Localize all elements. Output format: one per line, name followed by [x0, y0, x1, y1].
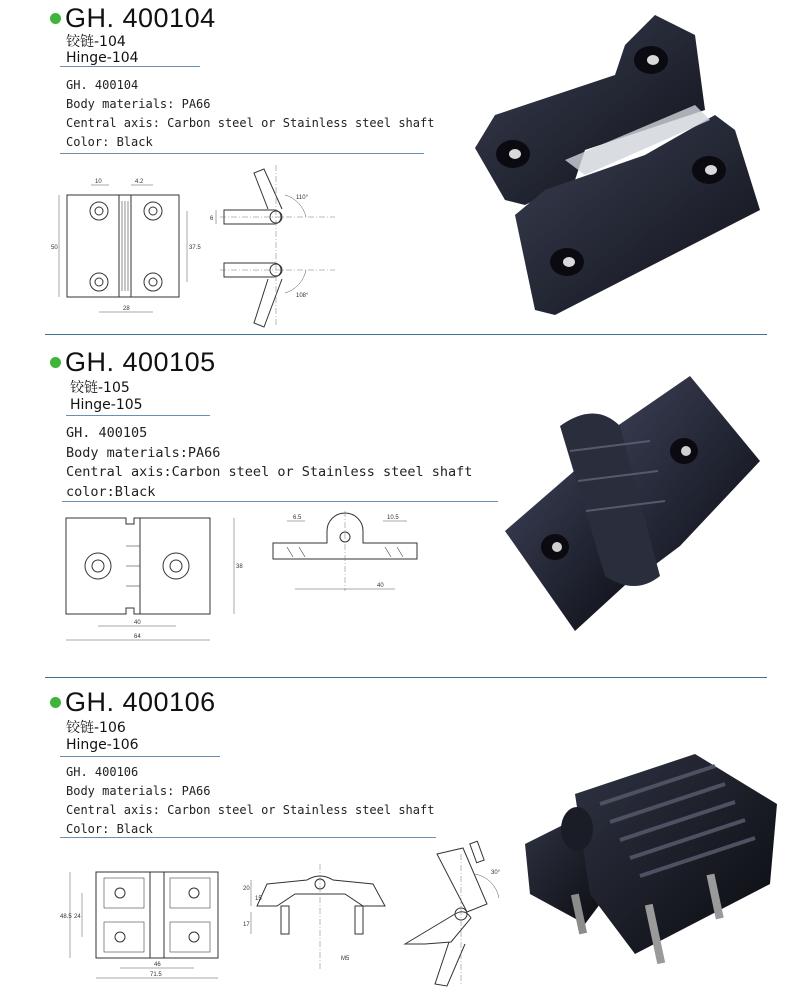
spec-central-axis: Central axis: Carbon steel or Stainless steel shaft: [66, 803, 435, 817]
product-name-zh: 铰链-106: [66, 720, 126, 736]
section-separator: [45, 334, 767, 335]
product-title: GH. 400105: [65, 346, 216, 377]
product-name-en: Hinge-104: [66, 50, 139, 66]
product-title-row: [50, 344, 216, 380]
spec-code: GH. 400105: [66, 425, 148, 441]
product-name-zh: 铰链-104: [66, 34, 126, 50]
product-name-zh: 铰链-105: [70, 380, 130, 396]
spec-body-material: Body materials: PA66: [66, 97, 211, 111]
product-section-400106: [0, 679, 800, 991]
product-name-en: Hinge-106: [66, 737, 139, 753]
dim-angle-close: 108°: [296, 293, 309, 299]
hinge-105-front-drawing: [60, 516, 250, 646]
product-name-en: Hinge-105: [70, 397, 143, 413]
hinge-105-side-drawing: [265, 511, 435, 601]
dim-stud-length: 17: [243, 922, 250, 928]
dim-body-height: 15: [255, 896, 262, 902]
dim-left-offset: 6.5: [293, 515, 302, 521]
spec-underline: [62, 501, 498, 502]
hinge-104-side-drawing: [210, 165, 340, 330]
spec-block: [66, 424, 472, 502]
hinge-105-photo: [500, 371, 780, 641]
hinge-106-front-drawing: [60, 864, 240, 984]
dim-angle-open: 110°: [296, 195, 308, 201]
dim-angle: 30°: [491, 870, 501, 876]
dim-height: 48.5: [60, 914, 72, 920]
dim-width: 28: [123, 306, 130, 312]
product-title-row: [50, 0, 216, 36]
spec-body-material: Body materials: PA66: [66, 784, 211, 798]
hinge-104-front-drawing: [51, 175, 215, 320]
spec-central-axis: Central axis: Carbon steel or Stainless steel shaft: [66, 116, 435, 130]
dim-hole-pitch-v: 24: [74, 914, 81, 920]
spec-color: Color: Black: [66, 135, 153, 149]
dim-hole-pitch-h: 46: [154, 962, 161, 968]
bullet-dot-icon: [50, 697, 61, 708]
bullet-dot-icon: [50, 13, 61, 24]
title-underline: [60, 66, 200, 67]
dim-thickness: 6: [210, 216, 214, 222]
dim-hole-pitch: 37.5: [189, 245, 201, 251]
bullet-dot-icon: [50, 357, 61, 368]
spec-color: color:Black: [66, 483, 156, 500]
hinge-106-side-drawing: [245, 864, 395, 974]
product-section-400105: [0, 336, 800, 678]
dim-hole-offset: 10: [95, 179, 102, 185]
dim-total-height: 20: [243, 886, 250, 892]
spec-code: GH. 400106: [66, 765, 139, 779]
spec-underline: [60, 153, 424, 154]
dim-right-offset: 10.5: [387, 515, 399, 521]
dim-thread: M5: [341, 956, 350, 962]
product-title: GH. 400104: [65, 2, 216, 33]
dim-knuckle: 4.2: [135, 179, 144, 185]
spec-central-axis: Central axis:Carbon steel or Stainless steel shaft: [66, 464, 473, 480]
hinge-106-photo: [515, 744, 785, 984]
spec-color: Color: Black: [66, 822, 153, 836]
dim-hole-pitch: 40: [134, 620, 141, 626]
dim-width: 64: [134, 634, 141, 640]
spec-block: [66, 763, 434, 839]
spec-body-material: Body materials:PA66: [66, 444, 221, 461]
title-underline: [66, 415, 210, 416]
dim-height: 50: [51, 245, 58, 251]
dim-width: 71.5: [150, 972, 162, 978]
product-title-row: [50, 684, 216, 720]
product-section-400104: [0, 0, 800, 335]
dim-height: 38: [236, 564, 243, 570]
spec-underline: [60, 837, 436, 838]
spec-code: GH. 400104: [66, 78, 139, 92]
dim-pitch: 40: [377, 583, 384, 589]
hinge-106-angle-drawing: [395, 834, 515, 989]
product-title: GH. 400106: [65, 686, 216, 717]
hinge-104-photo: [465, 10, 775, 320]
title-underline: [60, 756, 220, 757]
section-separator: [45, 677, 767, 678]
spec-block: [66, 76, 434, 152]
